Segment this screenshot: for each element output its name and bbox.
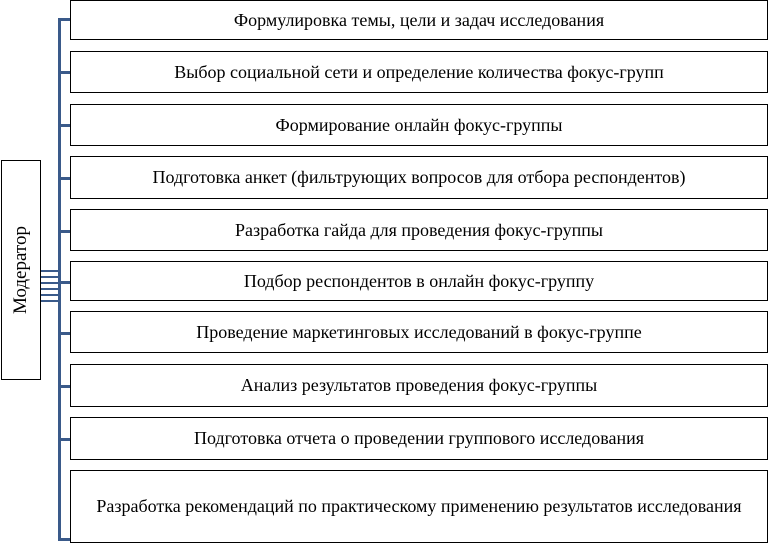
- step-box-10: [70, 470, 768, 543]
- moderator-stub-3: [41, 282, 59, 284]
- step-box-5: [70, 209, 768, 251]
- trunk-line: [58, 18, 61, 540]
- step-label-9: Подготовка отчета о проведении группового исследования: [193, 428, 645, 448]
- moderator-stub-1: [41, 270, 59, 272]
- branch-line-7: [58, 332, 70, 335]
- step-label-8: Анализ результатов проведения фокус-группы: [240, 375, 598, 395]
- branch-line-8: [58, 385, 70, 388]
- branch-line-4: [58, 177, 70, 180]
- step-label-6: Подбор респондентов в онлайн фокус-группу: [243, 270, 595, 291]
- branch-line-2: [58, 71, 70, 74]
- branch-line-5: [58, 230, 70, 233]
- moderator-box: [1, 160, 41, 380]
- step-box-9: [70, 417, 768, 460]
- step-box-2: [70, 51, 768, 93]
- moderator-stub-4: [41, 288, 59, 290]
- step-label-1: Формулировка темы, цели и задач исследования: [233, 9, 605, 30]
- step-box-1: [70, 0, 768, 40]
- step-box-4: [70, 156, 768, 199]
- branch-line-9: [58, 438, 70, 441]
- branch-line-3: [58, 124, 70, 127]
- branch-line-10: [58, 538, 70, 541]
- step-box-6: [70, 261, 768, 301]
- branch-line-6: [58, 281, 70, 284]
- branch-line-1: [58, 18, 70, 21]
- step-box-7: [70, 311, 768, 353]
- moderator-label: Модератор: [10, 226, 31, 314]
- moderator-stub-6: [41, 300, 59, 302]
- moderator-stub-2: [41, 276, 59, 278]
- step-box-8: [70, 364, 768, 407]
- step-label-7: Проведение маркетинговых исследований в фокус-группе: [196, 321, 642, 342]
- step-label-10: Разработка рекомендаций по практическому применению результатов исследования: [96, 496, 742, 516]
- step-label-4: Подготовка анкет (фильтрующих вопросов для отбора респондентов): [152, 167, 686, 187]
- moderator-stub-5: [41, 294, 59, 296]
- step-label-3: Формирование онлайн фокус-группы: [275, 114, 563, 135]
- step-box-3: [70, 104, 768, 146]
- step-label-5: Разработка гайда для проведения фокус-группы: [234, 219, 604, 240]
- step-label-2: Выбор социальной сети и определение количества фокус-групп: [174, 61, 664, 82]
